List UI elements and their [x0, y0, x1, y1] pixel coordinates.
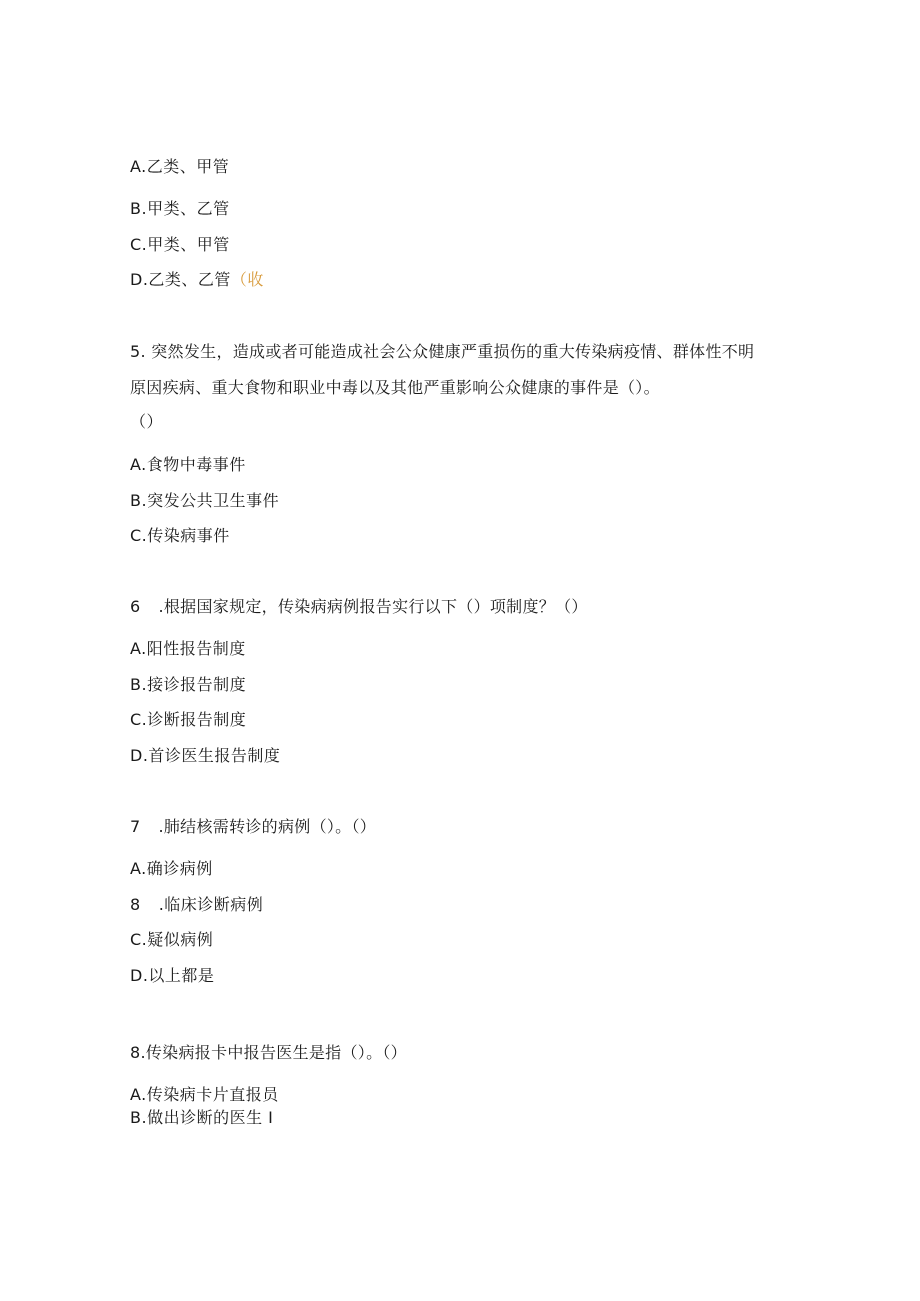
q7-option-b-number: 8 [130, 895, 141, 914]
q4-option-d-annotation: （收 [230, 270, 264, 289]
q5-stem-line1: 5. 突然发生，造成或者可能造成社会公众健康严重损伤的重大传染病疫情、群体性不明 [130, 342, 755, 361]
q4-option-c: C.甲类、甲管 [130, 235, 230, 254]
q7-option-b [130, 895, 263, 915]
q6-option-a: A.阳性报告制度 [130, 639, 246, 658]
q6-number: 6 [130, 597, 141, 616]
q7-option-a: A.确诊病例 [130, 859, 213, 878]
q7-stem-text: .肺结核需转诊的病例（）。（） [158, 817, 377, 836]
q7-number: 7 [130, 817, 141, 836]
q4-option-d [130, 270, 264, 290]
q7-option-d: D.以上都是 [130, 966, 215, 985]
q5-stem-line3: （） [130, 412, 164, 431]
q5-stem-line2: 原因疾病、重大食物和职业中毒以及其他严重影响公众健康的事件是（）。 [130, 378, 660, 397]
q6-stem [130, 597, 588, 617]
q5-option-c: C.传染病事件 [130, 526, 230, 545]
q4-option-d-text: D.乙类、乙管 [130, 270, 231, 289]
q8-stem: 8.传染病报卡中报告医生是指（）。（） [130, 1043, 407, 1062]
q4-option-b: B.甲类、乙管 [130, 199, 230, 218]
q5-option-b: B.突发公共卫生事件 [130, 491, 280, 510]
q5-option-a: A.食物中毒事件 [130, 455, 246, 474]
q6-option-b: B.接诊报告制度 [130, 675, 247, 694]
q7-stem [130, 817, 376, 837]
q4-option-a: A.乙类、甲管 [130, 157, 230, 176]
q7-option-b-text: .临床诊断病例 [158, 895, 264, 914]
q6-option-c: C.诊断报告制度 [130, 710, 247, 729]
q7-option-c: C.疑似病例 [130, 930, 214, 949]
q8-option-a: A.传染病卡片直报员 [130, 1085, 279, 1104]
q6-stem-text: .根据国家规定，传染病病例报告实行以下（）项制度？（） [158, 597, 588, 616]
q8-option-b: B.做出诊断的医生 I [130, 1108, 274, 1127]
q6-option-d: D.首诊医生报告制度 [130, 746, 281, 765]
